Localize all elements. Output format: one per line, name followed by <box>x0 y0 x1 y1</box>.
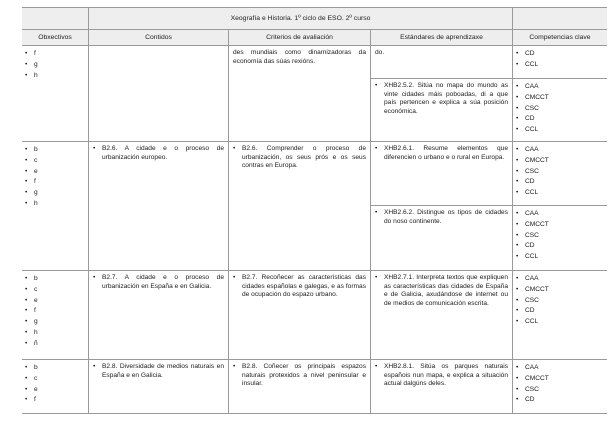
competence-item: • CD <box>516 114 607 125</box>
competences-cell <box>512 142 607 206</box>
competences-cell <box>512 360 607 414</box>
objective-item: • g <box>25 317 88 328</box>
criterion-text: • B2.8. Coñecer os principais espazos naturais protexidos a nivel peninsular e insular. <box>233 363 366 389</box>
header-standards: Estándares de aprendizaxe <box>370 29 512 46</box>
criterion-cell <box>228 360 370 414</box>
standard-text: • XHB2.8.1. Sitúa os parques naturais españois nun mapa, e explica a situación actual dalgúns deles. <box>375 363 508 389</box>
objective-item: • h <box>25 199 88 210</box>
objectives-cell <box>22 46 88 142</box>
standard-text: • XHB2.5.2. Sitúa no mapa do mundo as vinte cidades máis poboadas, di a que país pertencen e explica a súa posición económica. <box>375 82 508 116</box>
competence-item: • CMCCT <box>516 156 607 167</box>
criterion-text: • B2.6. Comprender o proceso de urbanización, os seus prós e os seus contras en Europa. <box>233 145 366 171</box>
standard-cell <box>370 360 512 414</box>
objective-item: • b <box>25 274 88 285</box>
standard-cell <box>370 206 512 271</box>
competence-item: • CSC <box>516 385 607 396</box>
objective-item: • c <box>25 285 88 296</box>
objectives-cell <box>22 271 88 360</box>
objectives-cell <box>22 360 88 414</box>
objective-item: • b <box>25 363 88 374</box>
competences-cell <box>512 46 607 79</box>
content-cell <box>88 142 228 271</box>
table-title: Xeografía e Historia. 1º ciclo de ESO. 2º curso <box>88 7 512 29</box>
competence-item: • CD <box>516 241 607 252</box>
competence-item: • CMCCT <box>516 285 607 296</box>
competence-item: • CAA <box>516 82 607 93</box>
criterion-text: des mundiais como dinamizadoras da economía das súas rexións. <box>233 49 366 65</box>
competence-item: • CMCCT <box>516 220 607 231</box>
header-blank-right <box>512 7 607 29</box>
competence-item: • CAA <box>516 274 607 285</box>
objective-item: • b <box>25 145 88 156</box>
content-text: • B2.7. A cidade e o proceso de urbanización en España e en Galicia. <box>93 274 224 291</box>
objective-item: • f <box>25 395 88 406</box>
competence-item: • CAA <box>516 363 607 374</box>
header-competences: Competencias clave <box>512 29 607 46</box>
competence-item: • CSC <box>516 104 607 115</box>
competence-item: • CSC <box>516 296 607 307</box>
standard-text: • XHB2.6.2. Distingue os tipos de cidades do noso continente. <box>375 209 508 226</box>
objective-item: • h <box>25 71 88 82</box>
competence-item: • CCL <box>516 60 607 71</box>
competences-cell <box>512 271 607 360</box>
content-cell <box>88 360 228 414</box>
header-criteria: Criterios de avaliación <box>228 29 370 46</box>
competences-cell <box>512 206 607 271</box>
competence-item: • CD <box>516 395 607 406</box>
header-contents: Contidos <box>88 29 228 46</box>
objective-item: • e <box>25 296 88 307</box>
content-text: • B2.8. Diversidade de medios naturais en España e en Galicia. <box>93 363 224 380</box>
criterion-cell <box>228 142 370 271</box>
header-objectives: Obxectivos <box>22 29 88 46</box>
objective-item: • f <box>25 49 88 60</box>
competence-item: • CCL <box>516 125 607 136</box>
standard-text: • XHB2.6.1. Resume elementos que diferencien o urbano e o rural en Europa. <box>375 145 508 162</box>
objective-item: • ñ <box>25 339 88 350</box>
content-cell <box>88 46 228 142</box>
objectives-cell <box>22 142 88 271</box>
objective-item: • e <box>25 167 88 178</box>
standard-cell <box>370 79 512 142</box>
standard-cell <box>370 142 512 206</box>
objective-item: • g <box>25 188 88 199</box>
competence-item: • CD <box>516 177 607 188</box>
competence-item: • CD <box>516 49 607 60</box>
competence-item: • CSC <box>516 231 607 242</box>
objective-item: • f <box>25 306 88 317</box>
standard-cell <box>370 271 512 360</box>
competence-item: • CMCCT <box>516 374 607 385</box>
standard-cell <box>370 46 512 79</box>
competence-item: • CCL <box>516 252 607 263</box>
competence-item: • CCL <box>516 188 607 199</box>
competence-item: • CAA <box>516 145 607 156</box>
content-cell <box>88 271 228 360</box>
competence-item: • CMCCT <box>516 93 607 104</box>
standard-text: do. <box>375 49 385 56</box>
competence-item: • CD <box>516 306 607 317</box>
objective-item: • f <box>25 177 88 188</box>
objective-item: • e <box>25 385 88 396</box>
objective-item: • c <box>25 374 88 385</box>
competence-item: • CAA <box>516 209 607 220</box>
criterion-cell <box>228 46 370 142</box>
objective-item: • h <box>25 328 88 339</box>
standard-text: • XHB2.7.1. Interpreta textos que expliquen as características das cidades de España e de Galicia, axudándose de internet ou de medios de comunicación escrita. <box>375 274 508 308</box>
header-blank-left <box>22 7 88 29</box>
criterion-cell <box>228 271 370 360</box>
objective-item: • g <box>25 60 88 71</box>
criterion-text: • B2.7. Recoñecer as características das cidades españolas e galegas, e as formas de ocupación do espazo urbano. <box>233 274 366 300</box>
content-text: • B2.6. A cidade e o proceso de urbanización europeo. <box>93 145 224 162</box>
competence-item: • CCL <box>516 317 607 328</box>
competence-item: • CSC <box>516 167 607 178</box>
objective-item: • c <box>25 156 88 167</box>
competences-cell <box>512 79 607 142</box>
